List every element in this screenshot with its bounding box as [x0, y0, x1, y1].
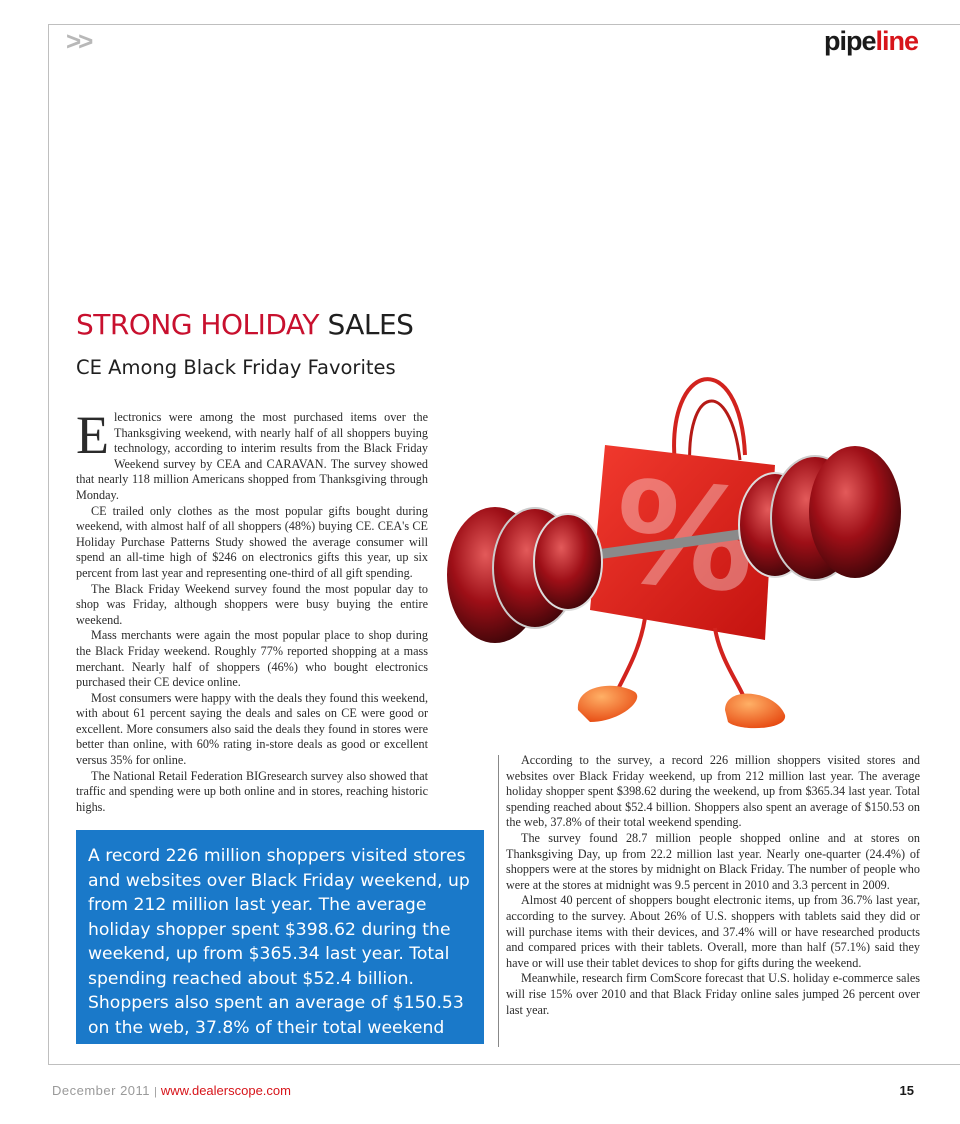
drop-cap: E	[76, 405, 109, 465]
paragraph: Mass merchants were again the most popular place to shop during the Black Friday weekend. Roughly 77% reported shopping at a mass merchant. Nearly half of shoppers (46%) who bought electronics purchased their CE device online.	[76, 628, 428, 690]
article-headline	[76, 308, 413, 341]
paragraph	[76, 405, 428, 504]
paragraph: Almost 40 percent of shoppers bought electronic items, up from 36.7% last year, according to the survey. About 26% of U.S. shoppers with tablets said they did or will purchase items with their devices, and 37.4% will or have researched products and compared prices with their tablets. Overall, more than half (57.1%) said they have or will use their tablet devices to shop for gifts during the weekend.	[506, 893, 920, 970]
article-column-left	[76, 405, 428, 815]
shopping-bag-dumbbell-illustration	[440, 350, 960, 750]
header-rule	[48, 24, 960, 25]
footer-separator: |	[154, 1086, 157, 1098]
paragraph: Most consumers were happy with the deals they found this weekend, with about 61 percent saying the deals and sales on CE were good or excellent. More consumers also said the deals they found in stores were better than online, with 60% rating in-store deals as good or excellent versus 35% for online.	[76, 690, 428, 768]
page-footer	[52, 1083, 291, 1098]
column-divider	[498, 755, 499, 1047]
headline-black-part: SALES	[327, 308, 414, 341]
article-subtitle: CE Among Black Friday Favorites	[76, 356, 396, 379]
pipeline-logo	[824, 26, 918, 57]
website-link[interactable]: www.dealerscope.com	[160, 1083, 291, 1098]
left-weight-plates	[447, 507, 602, 643]
bag-shoes	[578, 686, 785, 728]
section-chevrons: >>	[66, 26, 91, 56]
page-number: 15	[899, 1083, 914, 1098]
issue-date: December 2011	[52, 1083, 151, 1098]
headline-red-part: STRONG HOLIDAY	[76, 308, 320, 341]
logo-part-pipe: pipe	[823, 26, 876, 56]
footer-rule	[48, 1064, 960, 1065]
paragraph: According to the survey, a record 226 million shoppers visited stores and websites over Black Friday weekend, up from 212 million last year. The average holiday shopper spent $398.62 during the weekend, up from $365.34 last year. Total spending reached about $52.4 billion. Shoppers also spent an average of $150.53 on the web, 37.8% of their total weekend spending.	[506, 753, 920, 830]
paragraph: The survey found 28.7 million people shopped online and at stores on Thanksgiving Day, up from 22.2 million last year. Nearly one-quarter (24.4%) of shoppers were at the stores by midnight on Black Friday. The number of people who were at the stores at midnight was 9.5 percent in 2010 and 3.3 percent in 2009.	[506, 830, 920, 892]
paragraph-text: lectronics were among the most purchased items over the Thanksgiving weekend, with nearly half of all shoppers buying technology, according to interim results from the Black Friday Weekend survey by CEA and CARAVAN. The survey showed that nearly 118 million Americans shopped from Thanksgiving through Monday.	[76, 410, 428, 502]
paragraph: The Black Friday Weekend survey found the most popular day to shop was Friday, although shoppers were busy buying the entire weekend.	[76, 581, 428, 627]
article-column-right	[506, 753, 920, 1018]
paragraph: The National Retail Federation BIGresearch survey also showed that traffic and spending were up both online and in stores, reaching historic highs.	[76, 768, 428, 814]
left-margin-rule	[48, 24, 49, 1064]
pull-quote-box: A record 226 million shoppers visited stores and websites over Black Friday weekend, up from 212 million last year. The average holiday shopper spent $398.62 during the weekend, up from $365.34 last year. Total spending reached about $52.4 billion. Shoppers also spent an average of $150.53 on the web, 37.8% of their total weekend spending.	[76, 830, 484, 1044]
paragraph: CE trailed only clothes as the most popular gifts bought during weekend, with almost half of all shoppers (48%) buying CE. CEA's CE Holiday Purchase Patterns Study showed the average consumer will spend an all-time high of $246 on electronics gifts this year, up six percent from last year and representing one-third of all gift spending.	[76, 503, 428, 580]
logo-part-line: line	[875, 26, 918, 56]
paragraph: Meanwhile, research firm ComScore forecast that U.S. holiday e-commerce sales will rise 15% over 2010 and that Black Friday online sales jumped 26 percent over last year.	[506, 971, 920, 1017]
